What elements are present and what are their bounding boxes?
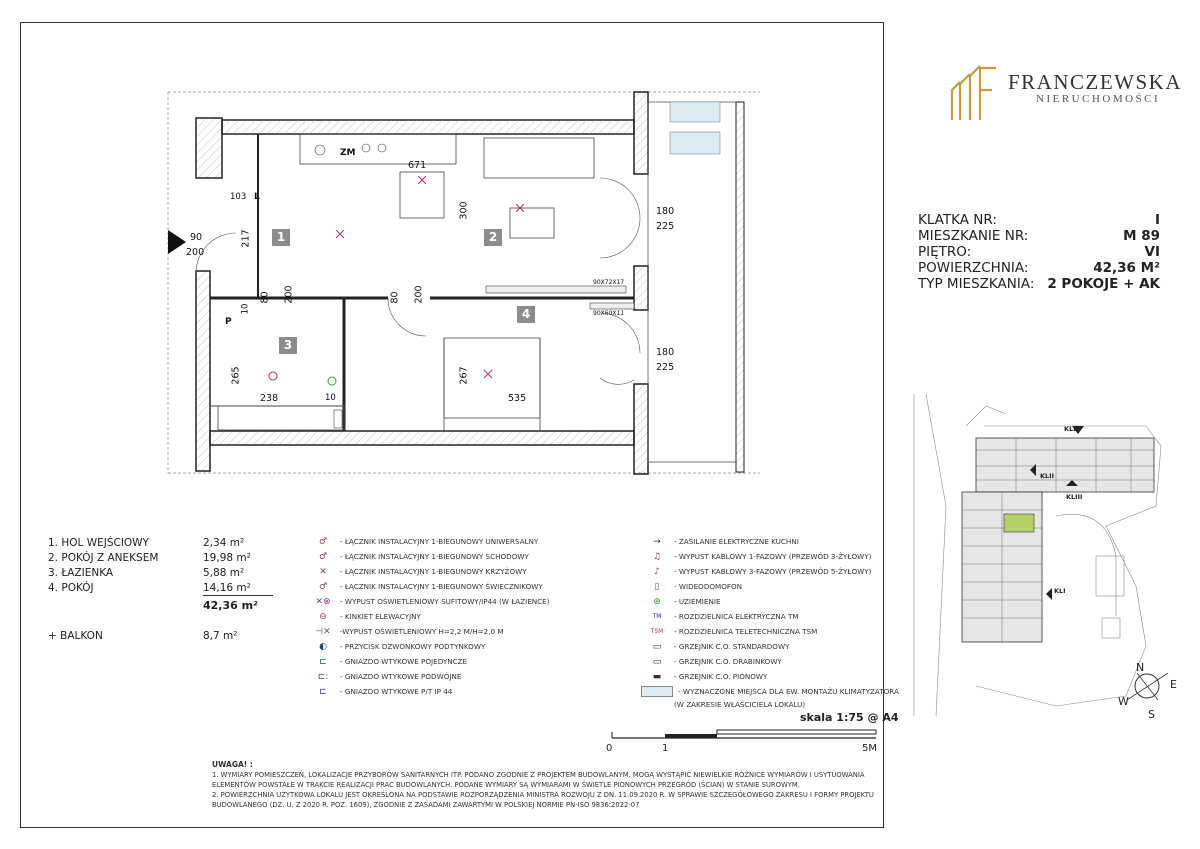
dim-200-right: 200 bbox=[413, 285, 425, 304]
list-item bbox=[48, 552, 258, 567]
info-row bbox=[918, 260, 1160, 277]
info-value-area: 42,36 M² bbox=[1093, 260, 1160, 276]
socket-ip44-icon: ⊏ bbox=[319, 687, 327, 697]
site-label-klbi: KLBI bbox=[1064, 425, 1081, 433]
radiator-ladder-icon: ▭ bbox=[652, 657, 662, 667]
site-label-kliii: KLIII bbox=[1066, 493, 1083, 501]
telecom-panel-icon bbox=[640, 626, 674, 638]
info-row bbox=[918, 244, 1160, 261]
switch-universal-icon: ♂ bbox=[318, 537, 328, 547]
dim-80-right: 80 bbox=[389, 291, 401, 304]
room-name: 2. POKÓJ Z ANEKSEM bbox=[48, 552, 159, 564]
scale-tick-0: 0 bbox=[606, 743, 613, 754]
cable-3phase-icon: ♪ bbox=[654, 567, 660, 577]
balcony-row bbox=[48, 630, 258, 645]
dim-217: 217 bbox=[240, 229, 252, 248]
site-label-kli: KLI bbox=[1054, 587, 1066, 595]
dim-535: 535 bbox=[508, 393, 527, 404]
doorbell-icon: ◐ bbox=[319, 642, 327, 652]
dim-10-top: 10 bbox=[240, 303, 251, 315]
tsm-mark: TSM bbox=[650, 628, 664, 635]
scale-tick-5m: 5M bbox=[862, 743, 877, 754]
dim-267: 267 bbox=[458, 366, 470, 385]
kitchen-power-icon: → bbox=[653, 537, 661, 547]
dim-103: 103 bbox=[230, 192, 247, 202]
switch-stair-icon: ♂ bbox=[318, 552, 328, 562]
room-name: 1. HOL WEJŚCIOWY bbox=[48, 537, 149, 549]
compass-w: W bbox=[1118, 695, 1129, 708]
light-outlet-icon: ⊣✕ bbox=[315, 627, 331, 637]
info-value-stairwell: I bbox=[1154, 212, 1160, 228]
dim-238: 238 bbox=[260, 393, 279, 404]
radiator-size-1: 90X72X17 bbox=[593, 279, 625, 286]
total-divider bbox=[203, 595, 273, 596]
room-tag-3: 3 bbox=[279, 337, 297, 354]
room-tag-4: 4 bbox=[517, 306, 535, 323]
dim-225-bottom: 225 bbox=[656, 362, 675, 373]
room-tag-1: 1 bbox=[272, 229, 290, 246]
dim-225-top: 225 bbox=[656, 221, 675, 232]
radiator-vertical-icon: ▬ bbox=[652, 672, 662, 682]
tm-mark: TM bbox=[652, 613, 662, 620]
note-1: 1. WYMIARY POMIESZCZEŃ, LOKALIZACJE PRZYBORÓW SANITARNYCH ITP. PODANO ZGODNIE Z PROJEKTEM BUDOWLANYM. MOGĄ WYSTĄPIĆ NIEWIELKIE RÓŻNICE WYMIARÓW I USYTUOWANIA ELEMENTÓW POWSTAŁE W TRAKCIE REALIZACJI PRAC BUDOWLANYCH. PODANE WYMIARY SĄ WYMIARAMI W ŚWIETLE PIONOWYCH PRZEGRÓD (ŚCIAN) W STANIE SUROWYM. bbox=[212, 771, 865, 789]
room-area: 5,88 m² bbox=[203, 567, 245, 579]
info-value-floor: VI bbox=[1144, 244, 1160, 260]
notes bbox=[212, 760, 884, 810]
dim-265: 265 bbox=[230, 366, 242, 385]
floor-plan bbox=[160, 88, 760, 478]
dim-180-top: 180 bbox=[656, 206, 675, 217]
wall-lamp-icon: ⊖ bbox=[319, 612, 327, 622]
cable-1phase-icon: ♫ bbox=[652, 552, 662, 562]
info-value-apartment: M 89 bbox=[1123, 228, 1160, 244]
scale-bar bbox=[610, 728, 880, 742]
l-mark: L bbox=[254, 192, 260, 202]
dim-300: 300 bbox=[458, 201, 470, 220]
ceiling-light-icon: ✕⊗ bbox=[315, 597, 331, 607]
dim-90: 90 bbox=[190, 232, 203, 243]
zm-mark: ZM bbox=[340, 148, 356, 158]
note-2: 2. POWIERZCHNIA UŻYTKOWA LOKALU JEST OKREŚLONA NA PODSTAWIE ROZPORZĄDZENIA MINISTRA ROZWOJU Z DN. 11.09.2020 R. W SPRAWIE SZCZEGÓŁOWEGO ZAKRESU I FORMY PROJEKTU BUDOWLANEGO (DZ. U. Z 2020 R. POZ. 1609), ZGODNIE Z ZASADAMI ZAWARTYMI W POLSKIEJ NORMIE PN-ISO 9836:2022-07 bbox=[212, 791, 874, 809]
brand-logo-icon bbox=[946, 60, 1002, 126]
room-tag-2: 2 bbox=[484, 229, 502, 246]
list-item bbox=[48, 537, 258, 552]
balcony-area: 8,7 m² bbox=[203, 630, 238, 642]
room-area: 14,16 m² bbox=[203, 582, 251, 594]
switch-cross-icon: ✕ bbox=[319, 567, 327, 577]
brand-subtitle: NIERUCHOMOŚCI bbox=[1036, 93, 1161, 105]
radiator-size-2: 90X60X11 bbox=[593, 310, 625, 317]
info-row bbox=[918, 228, 1160, 245]
info-label-floor: PIĘTRO: bbox=[918, 244, 972, 260]
room-area: 2,34 m² bbox=[203, 537, 245, 549]
room-name: 3. ŁAZIENKA bbox=[48, 567, 114, 579]
switch-chandelier-icon: ♂ bbox=[318, 582, 328, 592]
balcony-name: + BALKON bbox=[48, 630, 103, 642]
compass-n: N bbox=[1136, 661, 1145, 674]
dim-180-bottom: 180 bbox=[656, 347, 675, 358]
dim-671: 671 bbox=[408, 160, 427, 171]
brand-name: FRANCZEWSKA bbox=[1008, 70, 1183, 94]
info-label-type: TYP MIESZKANIA: bbox=[918, 276, 1035, 292]
info-row bbox=[918, 212, 1160, 229]
total-area: 42,36 m² bbox=[203, 599, 258, 612]
list-item bbox=[48, 567, 258, 582]
ground-icon: ⊕ bbox=[653, 597, 661, 607]
room-area: 19,98 m² bbox=[203, 552, 251, 564]
ac-zone-icon bbox=[640, 686, 674, 698]
radiator-standard-icon: ▭ bbox=[652, 642, 662, 652]
compass-s: S bbox=[1148, 708, 1155, 721]
socket-single-icon: ⊏ bbox=[319, 657, 327, 667]
dim-200-left: 200 bbox=[283, 285, 295, 304]
info-value-type: 2 POKOJE + AK bbox=[1047, 276, 1160, 292]
info-label-area: POWIERZCHNIA: bbox=[918, 260, 1029, 276]
intercom-icon: ▯ bbox=[654, 582, 660, 592]
site-label-klii: KLII bbox=[1040, 472, 1055, 480]
info-label-apartment: MIESZKANIE NR: bbox=[918, 228, 1029, 244]
compass-e: E bbox=[1170, 678, 1177, 691]
notes-heading: UWAGA! : bbox=[212, 760, 253, 769]
dim-200: 200 bbox=[186, 247, 205, 258]
scale-tick-1: 1 bbox=[662, 743, 669, 754]
info-label-stairwell: KLATKA NR: bbox=[918, 212, 997, 228]
scale-label: skala 1:75 @ A4 bbox=[800, 711, 899, 724]
p-mark: P bbox=[225, 317, 232, 327]
dim-80-left: 80 bbox=[259, 291, 271, 304]
electrical-panel-icon bbox=[640, 611, 674, 623]
socket-double-icon: ⊏: bbox=[317, 672, 329, 682]
info-row bbox=[918, 276, 1160, 293]
room-name: 4. POKÓJ bbox=[48, 582, 94, 594]
dim-10-bottom: 10 bbox=[325, 393, 336, 403]
site-plan bbox=[906, 386, 1188, 726]
